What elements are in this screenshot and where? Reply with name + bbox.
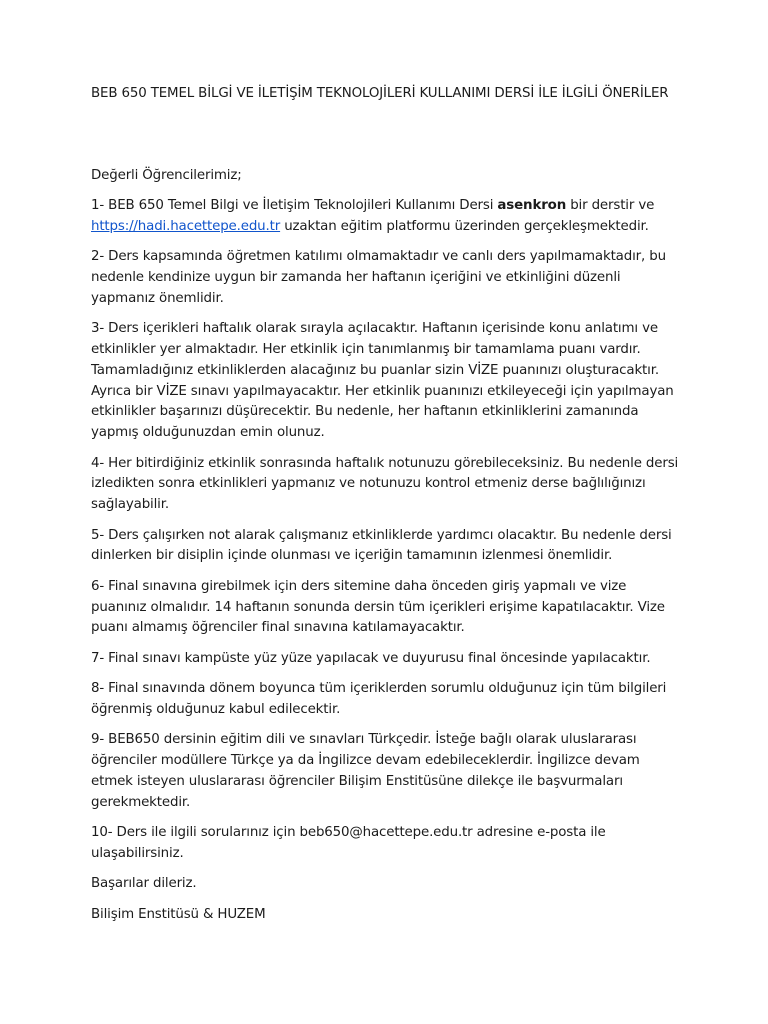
list-item-2: 2- Ders kapsamında öğretmen katılımı olmamaktadır ve canlı ders yapılmamaktadır, bu nedenle kendinize uygun bir zamanda her haftanın içeriğini ve etkinliğini düzenli yapmanız önemlidir. <box>91 249 666 306</box>
item1-text-after: uzaktan eğitim platformu üzerinden gerçekleşmektedir. <box>280 218 649 234</box>
document-title: BEB 650 TEMEL BİLGİ VE İLETİŞİM TEKNOLOJİLERİ KULLANIMI DERSİ İLE İLGİLİ ÖNERİLER <box>91 86 669 101</box>
list-item-10: 10- Ders ile ilgili sorularınız için beb650@hacettepe.edu.tr adresine e-posta ile ulaşabilirsiniz. <box>91 825 606 861</box>
item1-text-middle: bir derstir ve <box>566 198 655 213</box>
salutation: Değerli Öğrencilerimiz; <box>91 168 242 183</box>
signature: Bilişim Enstitüsü & HUZEM <box>91 906 266 922</box>
list-item-9: 9- BEB650 dersinin eğitim dili ve sınavları Türkçedir. İsteğe bağlı olarak uluslararası öğrenciler modüllere Türkçe ya da İngilizce devam edebileceklerdir. İngilizce devam etmek isteyen uluslararası öğrenciler Bilişim Enstitüsüne dilekçe ile başvurmaları gerekmektedir. <box>91 732 640 810</box>
item1-bold-term: asenkron <box>497 198 567 213</box>
recommendation-list <box>91 196 683 935</box>
list-item-5: 5- Ders çalışırken not alarak çalışmanız etkinliklerde yardımcı olacaktır. Bu nedenle dersi dinlerken bir disiplin içinde olunması ve içeriğin tamamının izlenmesi önemlidir. <box>91 527 672 564</box>
item1-text-before: 1- BEB 650 Temel Bilgi ve İletişim Teknolojileri Kullanımı Dersi <box>91 198 498 213</box>
closing-line: Başarılar dileriz. <box>91 876 197 892</box>
document-page <box>91 84 683 922</box>
platform-link[interactable]: https://hadi.hacettepe.edu.tr <box>91 218 281 234</box>
list-item-7: 7- Final sınavı kampüste yüz yüze yapılacak ve duyurusu final öncesinde yapılacaktır. <box>91 650 651 666</box>
list-item-4: 4- Her bitirdiğiniz etkinlik sonrasında haftalık notunuzu görebileceksiniz. Bu nedenle dersi izledikten sonra etkinlikleri yapmanız ve notunuzu kontrol etmeniz derse bağlılığınızı sağlayabilir. <box>91 455 679 513</box>
list-item-6: 6- Final sınavına girebilmek için ders sitemine daha önceden giriş yapmalı ve vize puanınız olmalıdır. 14 haftanın sonunda dersin tüm içerikleri erişime kapatılacaktır. Vize puanı almamış öğrenciler final sınavına katılamayacaktır. <box>91 578 665 636</box>
list-item-1 <box>91 196 683 238</box>
list-item-3: 3- Ders içerikleri haftalık olarak sırayla açılacaktır. Haftanın içerisinde konu anlatımı ve etkinlikler yer almaktadır. Her etkinlik için tanımlanmış bir tamamlama puanı vardır. Tamamladığınız etkinliklerden alacağınız bu puanlar sizin VİZE puanınızı oluşturacaktır. Ayrıca bir VİZE sınavı yapılmayacaktır. Her etkinlik puanınızı etkileyeceği için yapılmayan etkinlikler başarınızı düşürecektir. Bu nedenle, her haftanın etkinliklerini zamanında yapmış olduğunuzdan emin olunuz. <box>91 321 674 441</box>
list-item-8: 8- Final sınavında dönem boyunca tüm içeriklerden sorumlu olduğunuz için tüm bilgileri öğrenmiş olduğunuz kabul edilecektir. <box>91 681 667 717</box>
